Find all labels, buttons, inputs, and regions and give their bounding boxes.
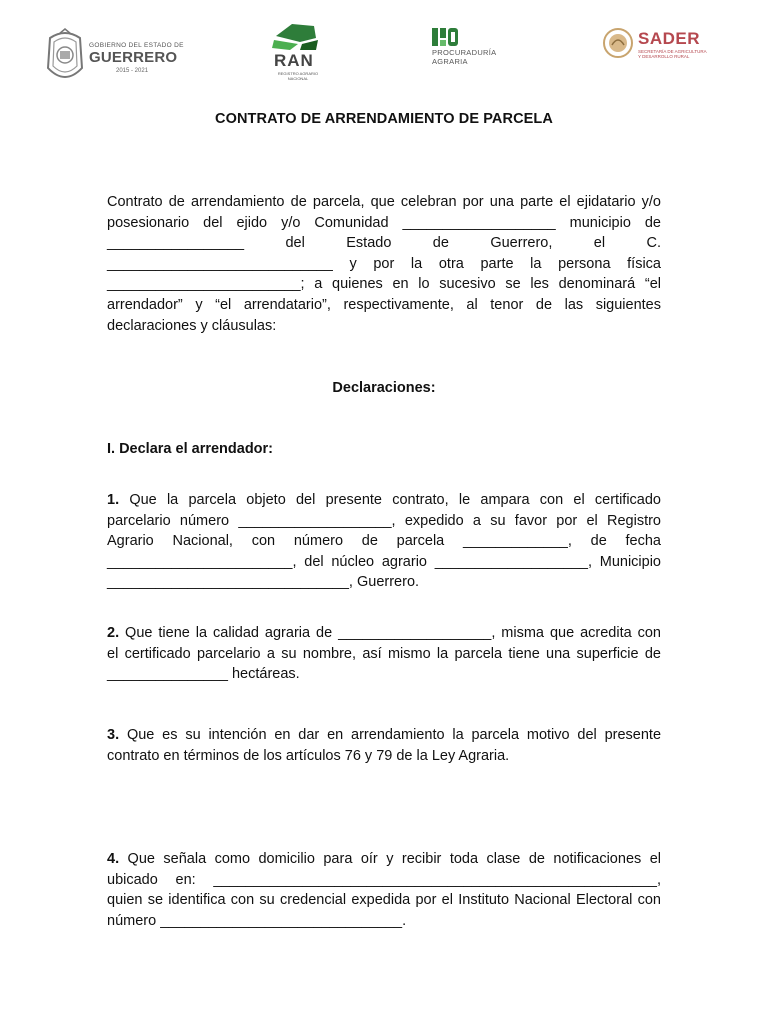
item-line: Que tiene la calidad agraria de ___________________, misma que acredita con bbox=[125, 625, 661, 641]
declaration-item-3 bbox=[107, 725, 661, 766]
intro-paragraph bbox=[107, 192, 661, 336]
guerrero-crest-icon bbox=[44, 28, 86, 84]
item-line: Que señala como domicilio para oír y recibir toda clase de notificaciones el bbox=[127, 851, 661, 867]
declaraciones-heading: Declaraciones: bbox=[332, 380, 436, 396]
guerrero-small-text: GOBIERNO DEL ESTADO DE bbox=[89, 42, 184, 49]
intro-line: ____________________________ y por la otra parte la persona física bbox=[107, 255, 661, 272]
procuraduria-logo bbox=[432, 28, 512, 68]
ran-subtitle: REGISTRO AGRARIO NACIONAL bbox=[277, 71, 319, 81]
intro-line: Contrato de arrendamiento de parcela, que celebran por una parte el ejidatario y/o bbox=[107, 194, 661, 210]
intro-line: posesionario del ejido y/o Comunidad ___________________ municipio de bbox=[107, 214, 661, 231]
item-number: 1. bbox=[107, 492, 120, 508]
item-line: contrato en términos de los artículos 76 y 79 de la Ley Agraria. bbox=[107, 747, 510, 764]
guerrero-years: 2015 - 2021 bbox=[116, 68, 149, 74]
sader-name: SADER bbox=[638, 29, 701, 48]
item-line: _______________________, del núcleo agrario ___________________, Municipio bbox=[107, 553, 661, 570]
document-title: CONTRATO DE ARRENDAMIENTO DE PARCELA bbox=[215, 111, 553, 127]
item-line: número ______________________________. bbox=[107, 912, 407, 929]
declaration-item-2 bbox=[107, 623, 661, 685]
item-line: ______________________________, Guerrero. bbox=[107, 574, 420, 591]
section-i-heading: I. Declara el arrendador: bbox=[107, 441, 274, 457]
intro-line: arrendador” y “el arrendatario”, respectivamente, al tenor de las siguientes bbox=[107, 296, 661, 313]
procuraduria-line2: AGRARIA bbox=[432, 57, 468, 66]
item-line: el certificado parcelario a su nombre, así mismo la parcela tiene una superficie de bbox=[107, 645, 661, 662]
declaration-item-1 bbox=[107, 490, 661, 593]
item-line: _______________ hectáreas. bbox=[107, 666, 300, 683]
item-line: quien se identifica con su credencial expedida por el Instituto Nacional Electoral con bbox=[107, 892, 661, 909]
item-line: Que la parcela objeto del presente contrato, le ampara con el certificado bbox=[129, 492, 661, 508]
item-number: 2. bbox=[107, 625, 120, 641]
item-number: 4. bbox=[107, 851, 120, 867]
item-line: Agrario Nacional, con número de parcela _____________, de fecha bbox=[107, 533, 661, 550]
guerrero-name: GUERRERO bbox=[89, 49, 178, 66]
sader-logo bbox=[602, 27, 712, 67]
intro-line: _________________ del Estado de Guerrero, el C. bbox=[107, 235, 661, 252]
declaration-item-4 bbox=[107, 849, 661, 931]
ran-name: RAN bbox=[274, 51, 314, 70]
intro-line: declaraciones y cláusulas: bbox=[107, 317, 277, 334]
mexico-eagle-seal-icon bbox=[602, 27, 634, 59]
intro-line: ________________________; a quienes en lo sucesivo se les denominará “el bbox=[107, 276, 661, 293]
header-logos bbox=[0, 0, 768, 95]
item-line: Que es su intención en dar en arrendamiento la parcela motivo del presente bbox=[126, 727, 662, 743]
ran-logo bbox=[270, 22, 326, 88]
sader-subtitle: SECRETARÍA DE AGRICULTURA Y DESARROLLO RURAL bbox=[638, 49, 707, 59]
procuraduria-emblem-icon bbox=[432, 28, 458, 46]
procuraduria-line1: PROCURADURÍA bbox=[432, 48, 497, 57]
item-line: ubicado en: _______________________________________________________, bbox=[107, 871, 661, 888]
guerrero-logo bbox=[44, 28, 184, 84]
item-number: 3. bbox=[107, 727, 120, 743]
item-line: parcelario número ___________________, expedido a su favor por el Registro bbox=[107, 512, 661, 529]
ran-emblem-icon bbox=[270, 22, 322, 52]
